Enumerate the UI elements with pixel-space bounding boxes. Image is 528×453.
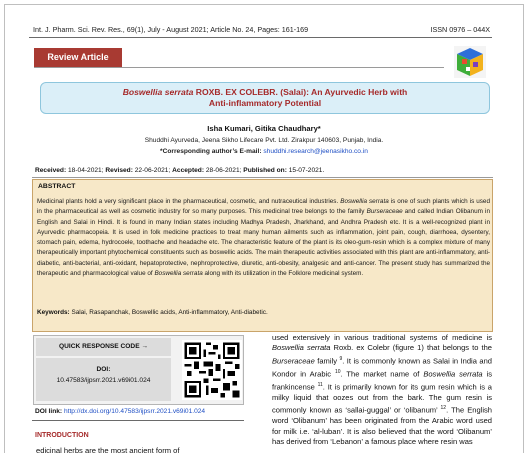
- body-seg-8: . The English word ‘Olibanum’ has been originated from the Arabic word used for milk i.e. ‘al-luban’. It is also believed that the word ‘Olibanum’ has derived from ‘Lebanon’ a famous place where resin was: [272, 405, 492, 447]
- authors: Isha Kumari, Gitika Chaudhary*: [207, 124, 321, 133]
- introduction-first-line: edicinal herbs are the most ancient form of: [36, 446, 180, 453]
- doi-divider: [32, 420, 244, 421]
- abstract-seg-4: along with its utilization in the Folklore medicinal system.: [202, 270, 364, 278]
- quick-response-box: [33, 335, 244, 405]
- body-species-2: Boswellia serrata: [423, 369, 483, 379]
- body-seg-4: . It is commonly known as Salai in India and Kondor in Arabic: [272, 356, 492, 379]
- corresponding-email-link[interactable]: shuddhi.research@jeenasikho.co.in: [263, 148, 368, 155]
- abstract-text: [37, 197, 490, 279]
- abstract-species-2: Boswellia serrata: [154, 270, 203, 278]
- abstract-seg-1: Medicinal plants hold a very significant place in the pharmaceutical, cosmetic, and nutraceutical industries.: [37, 198, 341, 205]
- abstract-box: [32, 179, 493, 332]
- accepted-label: Accepted:: [172, 167, 205, 174]
- received-label: Received:: [35, 167, 67, 174]
- body-seg-1: used extensively in various traditional systems of medicine is: [272, 333, 492, 342]
- body-seg-6: is frankincense: [272, 369, 492, 392]
- badge-divider: [34, 67, 444, 68]
- revised-date: 22-06-2021;: [134, 167, 171, 174]
- doi-heading: DOI:: [96, 366, 111, 373]
- affiliation: Shuddhi Ayurveda, Jeena Sikho Lifecare Pvt. Ltd. Zirakpur 140603, Punjab, India.: [144, 137, 384, 144]
- corresponding-label: *Corresponding author’s E-mail:: [160, 148, 262, 155]
- journal-citation: Int. J. Pharm. Sci. Rev. Res., 69(1), July - August 2021; Article No. 24, Pages: 161-169: [33, 25, 309, 34]
- citation-ref-12[interactable]: 12: [440, 405, 447, 412]
- body-seg-3: family: [314, 356, 340, 366]
- article-dates: [35, 167, 505, 174]
- keywords-list: Salai, Rasapanchak, Boswellic acids, Anti-inflammatory, Anti-diabetic.: [69, 309, 268, 316]
- doi-link-label: DOI link:: [35, 408, 63, 415]
- body-seg-5: . The market name of: [340, 369, 424, 379]
- body-species-1: Boswellia serrata: [272, 343, 331, 353]
- doi-link-line: [35, 408, 205, 415]
- abstract-seg-3: and called Indian Olibanum in English and Salai in Hindi. It is found in many Indian states including Madhya Pradesh, Jharkhand, and Andhra Pradesh etc. It is a well-recognized plant in Ayurvedic pharmacopeia. It is used in folk medicine practices to treat many human ailments such as inflammation, joint pain, cough, diarrhoea, dysentery, stomach pain, edema, hydrocoele, toothache and headache etc. The characteristic feature of the plant is its oleo-gum-resin which is a complex mixture of many therapeutically important phytochemical constituents such as boswellic acids. The main therapeutic activities associated with this plant are anti-inflammatory, anti-diabetic, anti-bacterial, anti-oxidant, hepatoprotective, nephroprotective, diuretic, anti-obesity, analgesic and anti-cancer. The present study has summarized the therapeutic and pharmacological value of: [37, 208, 490, 278]
- qr-code-icon[interactable]: [182, 340, 242, 400]
- doi-block: [36, 358, 171, 401]
- header-divider: [29, 37, 492, 38]
- doi-link[interactable]: http://dx.doi.org/10.47583/ijpsrr.2021.v69i01.024: [63, 408, 206, 415]
- received-date: 18-04-2021;: [68, 167, 104, 174]
- citation-ref-10[interactable]: 10: [334, 368, 341, 375]
- introduction-heading: INTRODUCTION: [35, 432, 89, 439]
- abstract-seg-2: is one of such plants which is used in the pharmaceutical as well as cosmetic industry for so many purposes. This medicinal tree belongs to the family: [37, 198, 490, 216]
- abstract-species-1: Boswellia serrata: [340, 198, 389, 205]
- journal-logo-icon: [452, 44, 488, 80]
- published-date: 15-07-2021.: [288, 167, 325, 174]
- title-line1: ROXB. EX COLEBR. (Salai): An Ayurvedic Herb with: [193, 87, 408, 97]
- article-title: [40, 82, 490, 114]
- body-seg-7: . It is primarily known for its gum resin which is a milky liquid that oozes out from the bark. The gum resin is commonly known as ‘sallai-guggal’ or ‘olibanum’: [272, 382, 492, 415]
- corresponding-author: [0, 148, 528, 155]
- revised-label: Revised:: [105, 167, 133, 174]
- accepted-date: 28-06-2021;: [205, 167, 242, 174]
- doi-value: 10.47583/ijpsrr.2021.v69i01.024: [56, 377, 151, 384]
- abstract-heading: ABSTRACT: [38, 183, 76, 190]
- published-label: Published on:: [243, 167, 287, 174]
- abstract-family: Burseraceae: [366, 208, 403, 216]
- issn: ISSN 0976 – 044X: [430, 25, 490, 34]
- dates-divider: [32, 177, 493, 178]
- title-line2: Anti-inflammatory Potential: [208, 98, 322, 108]
- qr-label: QUICK RESPONSE CODE →: [36, 338, 171, 356]
- citation-ref-11[interactable]: 11: [317, 381, 323, 388]
- journal-header: [29, 22, 492, 36]
- review-article-badge: Review Article: [34, 48, 122, 67]
- body-paragraph: [272, 333, 492, 448]
- body-text-column: [272, 333, 492, 448]
- body-family: Burseraceae: [272, 356, 315, 366]
- body-seg-2: Roxb. ex Colebr (figure 1) that belongs to the: [330, 343, 492, 353]
- keywords-label: Keywords:: [37, 309, 70, 316]
- keywords: [37, 309, 268, 316]
- title-species: Boswellia serrata: [122, 87, 194, 97]
- citation-ref-9[interactable]: 9: [339, 355, 343, 362]
